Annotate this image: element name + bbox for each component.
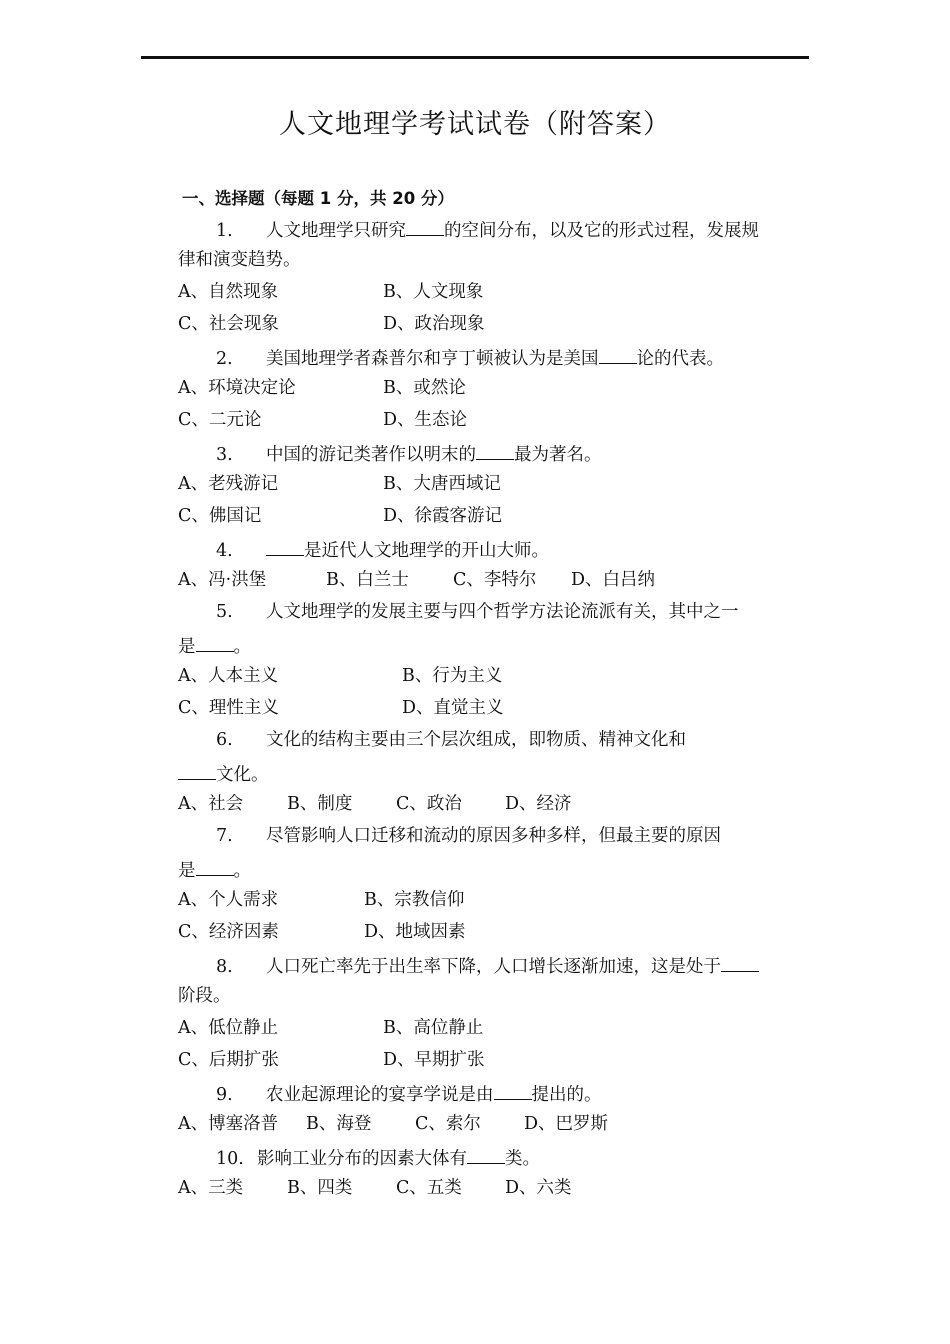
option-d: D、徐霞客游记 <box>383 506 503 526</box>
answer-blank <box>467 1145 505 1164</box>
option-c: C、佛国记 <box>178 506 262 526</box>
question-number: 2. <box>216 349 233 369</box>
question-number: 10. <box>216 1149 244 1169</box>
option-c: C、二元论 <box>178 410 262 430</box>
option-b: B、高位静止 <box>383 1018 484 1038</box>
option-b: B、人文现象 <box>383 282 484 302</box>
option-d: D、生态论 <box>383 410 468 430</box>
answer-blank <box>599 345 637 364</box>
answer-blank <box>266 537 304 556</box>
option-b: B、大唐西域记 <box>383 474 501 494</box>
question-number: 6. <box>216 730 233 750</box>
option-b: B、四类 <box>287 1178 353 1198</box>
answer-blank <box>494 1081 532 1100</box>
option-b: B、白兰士 <box>326 570 409 590</box>
option-a: A、社会 <box>178 794 244 814</box>
option-c: C、理性主义 <box>178 698 279 718</box>
option-d: D、直觉主义 <box>402 698 504 718</box>
answer-blank <box>406 217 444 236</box>
section-heading: 一、选择题（每题 1 分，共 20 分） <box>182 189 454 208</box>
option-c: C、李特尔 <box>453 570 537 590</box>
option-a: A、环境决定论 <box>178 378 296 398</box>
option-a: A、三类 <box>178 1178 244 1198</box>
option-c: C、政治 <box>396 794 462 814</box>
option-d: D、政治现象 <box>383 314 485 334</box>
option-c: C、后期扩张 <box>178 1050 279 1070</box>
question-number: 1. <box>216 221 233 241</box>
question-number: 3. <box>216 445 233 465</box>
answer-blank <box>178 761 216 780</box>
option-a: A、低位静止 <box>178 1018 279 1038</box>
option-d: D、早期扩张 <box>383 1050 485 1070</box>
option-c: C、索尔 <box>415 1114 481 1134</box>
question-7: 7. 尽管影响人口迁移和流动的原因多种多样，但最主要的原因 <box>216 826 721 846</box>
answer-blank <box>196 633 234 652</box>
option-a: A、老残游记 <box>178 474 279 494</box>
option-b: B、宗教信仰 <box>364 890 465 910</box>
question-9: 9. 农业起源理论的宴享学说是由 提出的。 <box>216 1081 602 1106</box>
question-8-continuation: 阶段。 <box>178 986 231 1006</box>
answer-blank <box>721 953 759 972</box>
question-3: 3. 中国的游记类著作以明末的 最为著名。 <box>216 441 602 466</box>
option-a: A、博塞洛普 <box>178 1114 279 1134</box>
option-d: D、六类 <box>505 1178 572 1198</box>
question-8: 8. 人口死亡率先于出生率下降，人口增长逐渐加速，这是处于 <box>216 953 759 978</box>
option-b: B、海登 <box>306 1114 372 1134</box>
option-d: D、白吕纳 <box>571 570 656 590</box>
question-number: 9. <box>216 1085 233 1105</box>
question-4: 4. 是近代人文地理学的开山大师。 <box>216 537 549 562</box>
question-2: 2. 美国地理学者森普尔和亨丁顿被认为是美国 论的代表。 <box>216 345 724 370</box>
question-6: 6. 文化的结构主要由三个层次组成，即物质、精神文化和 <box>216 730 686 750</box>
header-rule <box>141 56 809 59</box>
option-a: A、个人需求 <box>178 890 279 910</box>
option-a: A、人本主义 <box>178 666 279 686</box>
option-a: A、自然现象 <box>178 282 279 302</box>
question-10: 10. 影响工业分布的因素大体有 类。 <box>216 1145 540 1170</box>
question-6-continuation: 文化。 <box>178 761 269 786</box>
question-number: 7. <box>216 826 233 846</box>
question-number: 4. <box>216 541 233 561</box>
option-b: B、行为主义 <box>402 666 503 686</box>
option-c: C、经济因素 <box>178 922 279 942</box>
option-d: D、经济 <box>505 794 572 814</box>
question-5: 5. 人文地理学的发展主要与四个哲学方法论流派有关，其中之一 <box>216 602 739 622</box>
question-number: 5. <box>216 602 233 622</box>
question-1: 1. 人文地理学只研究 的空间分布，以及它的形式过程，发展规 <box>216 217 759 242</box>
answer-blank <box>196 857 234 876</box>
option-b: B、或然论 <box>383 378 466 398</box>
option-d: D、巴罗斯 <box>524 1114 609 1134</box>
question-1-continuation: 律和演变趋势。 <box>178 250 301 270</box>
answer-blank <box>476 441 514 460</box>
page-title: 人文地理学考试试卷（附答案） <box>279 109 671 140</box>
option-d: D、地域因素 <box>364 922 466 942</box>
question-5-continuation: 是 。 <box>178 633 251 658</box>
option-c: C、社会现象 <box>178 314 279 334</box>
option-a: A、冯·洪堡 <box>178 570 267 590</box>
option-c: C、五类 <box>396 1178 462 1198</box>
question-7-continuation: 是 。 <box>178 857 251 882</box>
question-number: 8. <box>216 957 233 977</box>
option-b: B、制度 <box>287 794 353 814</box>
